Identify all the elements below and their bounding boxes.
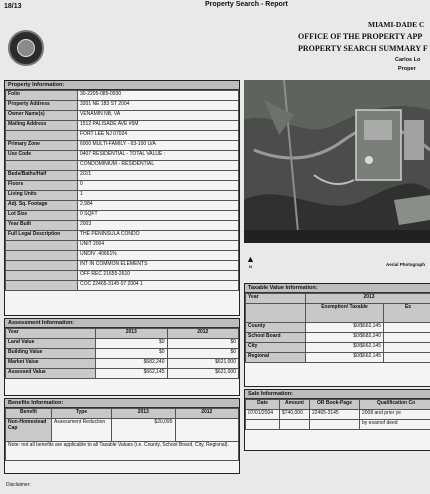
appraiser-title: Proper — [398, 66, 416, 72]
taxable-value: $0/$662,145 — [306, 323, 384, 333]
sale-date: 07/01/2004 — [246, 410, 280, 420]
type-header: Type — [52, 409, 112, 419]
section-title: Assessment Information: — [5, 319, 239, 328]
field-label: Lot Size — [6, 211, 78, 221]
value-2012: $621,000 — [167, 369, 239, 379]
report-heading: PROPERTY SEARCH SUMMARY F — [298, 44, 428, 53]
year-header: Year — [6, 329, 96, 339]
section-title: Sale Information: — [245, 390, 430, 399]
assessment-label: Building Value — [6, 349, 96, 359]
property-row — [6, 211, 239, 221]
sale-row — [246, 410, 430, 420]
section-title: Benefits Information: — [5, 399, 239, 408]
property-row — [6, 161, 239, 171]
taxable-row — [246, 353, 430, 363]
assessment-label: Assessed Value — [6, 369, 96, 379]
benefits-table — [5, 408, 239, 461]
field-label: Beds/Baths/Half — [6, 171, 78, 181]
field-label: Primary Zone — [6, 141, 78, 151]
field-label: Folio — [6, 91, 78, 101]
property-row — [6, 231, 239, 241]
print-date: 18/13 — [4, 3, 22, 10]
date-header: Date — [246, 400, 280, 410]
benefit-name: Non-Homestead Cap — [6, 419, 52, 442]
property-row — [6, 281, 239, 291]
value-2013: $0 — [96, 349, 168, 359]
book-header: OR Book-Page — [310, 400, 360, 410]
taxable-label: Regional — [246, 353, 306, 363]
assessment-table — [5, 328, 239, 379]
value-2013: $682,240 — [96, 359, 168, 369]
property-row — [6, 121, 239, 131]
assessment-label: Land Value — [6, 339, 96, 349]
ex-value — [384, 333, 430, 343]
sale-amount — [280, 420, 310, 430]
field-label — [6, 241, 78, 251]
field-value: VENAMIN NB, VA — [78, 111, 239, 121]
property-info-panel — [4, 80, 240, 316]
dept-name: MIAMI-DADE C — [368, 20, 425, 29]
assessment-row — [6, 359, 239, 369]
sale-date — [246, 420, 280, 430]
field-label — [6, 261, 78, 271]
benefit-2013: $20,095 — [112, 419, 176, 442]
field-value: 3201 NE 183 ST 2004 — [78, 101, 239, 111]
qualification-header: Qualification Co — [360, 400, 430, 410]
assessment-row — [6, 339, 239, 349]
ex-value — [384, 343, 430, 353]
field-label — [6, 271, 78, 281]
year-2013-header: 2013 — [96, 329, 168, 339]
taxable-value: $0/$662,145 — [306, 353, 384, 363]
field-label: Owner Name(s) — [6, 111, 78, 121]
field-label: Use Code — [6, 151, 78, 161]
value-2012: $621,000 — [167, 359, 239, 369]
office-name: OFFICE OF THE PROPERTY APP — [298, 32, 423, 41]
assessment-panel — [4, 318, 240, 396]
aerial-caption: Aerial Photograph — [386, 262, 426, 267]
field-value: UNIT 2004 — [78, 241, 239, 251]
benefit-type: Assessment Reduction — [52, 419, 112, 442]
benefit-2012 — [175, 419, 239, 442]
property-info-table — [5, 90, 239, 291]
taxable-label: City — [246, 343, 306, 353]
sale-amount: $740,000 — [280, 410, 310, 420]
sale-table — [245, 399, 430, 430]
field-value: 0 — [78, 181, 239, 191]
property-row — [6, 201, 239, 211]
taxable-row — [246, 333, 430, 343]
sale-book — [310, 420, 360, 430]
field-value: 0 SQFT — [78, 211, 239, 221]
field-label: Year Built — [6, 221, 78, 231]
taxable-value: $0/$662,145 — [306, 343, 384, 353]
field-value: UNDIV .40661% — [78, 251, 239, 261]
field-value: 2/2/1 — [78, 171, 239, 181]
field-label: Full Legal Description — [6, 231, 78, 241]
assessment-row — [6, 369, 239, 379]
property-row — [6, 251, 239, 261]
section-title: Property Information: — [5, 81, 239, 90]
value-2012: $0 — [167, 349, 239, 359]
field-label: Living Units — [6, 191, 78, 201]
property-row — [6, 181, 239, 191]
field-value: THE PENINSULA CONDO — [78, 231, 239, 241]
ex-value — [384, 353, 430, 363]
year-2012-header: 2012 — [167, 329, 239, 339]
field-value: 0407 RESIDENTIAL - TOTAL VALUE : — [78, 151, 239, 161]
disclaimer: Disclaimer: — [6, 482, 31, 488]
taxable-value: $0/$682,240 — [306, 333, 384, 343]
field-label: Mailing Address — [6, 121, 78, 131]
property-row — [6, 191, 239, 201]
taxable-row — [246, 343, 430, 353]
appraiser-name: Carlos Lo — [395, 57, 421, 63]
value-2013: $662,145 — [96, 369, 168, 379]
property-row — [6, 221, 239, 231]
field-label — [6, 281, 78, 291]
sale-row — [246, 420, 430, 430]
taxable-label: School Board — [246, 333, 306, 343]
field-value: 30-2205-085-0930 — [78, 91, 239, 101]
field-value: 1 — [78, 191, 239, 201]
sale-book: 22465-3145 — [310, 410, 360, 420]
field-label: Property Address — [6, 101, 78, 111]
north-arrow-icon: ▲ N — [246, 254, 255, 269]
field-value: OFF REC 21655-2610 — [78, 271, 239, 281]
field-label — [6, 161, 78, 171]
exemption-taxable-header: Exemption/ Taxable — [306, 304, 384, 323]
benefits-panel — [4, 398, 240, 474]
field-value: INT IN COMMON ELEMENTS — [78, 261, 239, 271]
taxable-table — [245, 293, 430, 363]
property-row — [6, 261, 239, 271]
property-row — [6, 131, 239, 141]
benefit-header: Benefit — [6, 409, 52, 419]
ex-header: Ex — [384, 304, 430, 323]
field-label: Adj. Sq. Footage — [6, 201, 78, 211]
amount-header: Amount — [280, 400, 310, 410]
field-label: Floors — [6, 181, 78, 191]
year-2012-header: 2012 — [175, 409, 239, 419]
assessment-label: Market Value — [6, 359, 96, 369]
property-row — [6, 91, 239, 101]
value-2013: $0 — [96, 339, 168, 349]
field-label — [6, 251, 78, 261]
assessment-row — [6, 349, 239, 359]
property-row — [6, 271, 239, 281]
year-2013-header: 2013 — [112, 409, 176, 419]
aerial-photo — [244, 80, 430, 243]
property-row — [6, 241, 239, 251]
taxable-label: County — [246, 323, 306, 333]
section-title: Taxable Value Information: — [245, 284, 430, 293]
north-label: N — [249, 264, 252, 269]
property-row — [6, 111, 239, 121]
taxable-year: 2013 — [306, 294, 430, 304]
sale-panel — [244, 389, 430, 451]
taxable-row — [246, 323, 430, 333]
sale-qual: by examof deed — [360, 420, 430, 430]
ex-value — [384, 323, 430, 333]
field-value: 1512 PALISADE AVE #5M — [78, 121, 239, 131]
year-header: Year — [246, 294, 306, 304]
field-value: 2,984 — [78, 201, 239, 211]
property-row — [6, 151, 239, 161]
value-2012: $0 — [167, 339, 239, 349]
field-value: 6000 MULTI-FAMILY - 63-100 U/A — [78, 141, 239, 151]
county-seal-logo — [8, 30, 44, 66]
field-value: CONDOMINIUM - RESIDENTIAL — [78, 161, 239, 171]
property-row — [6, 101, 239, 111]
page-title: Property Search - Report — [205, 1, 288, 8]
property-row — [6, 171, 239, 181]
benefits-note: Note: not all benefits are applicable to all Taxable Values (i.e. County, School Board, City, Regional). — [6, 442, 239, 461]
field-label — [6, 131, 78, 141]
field-value: COC 22465-3145 07 2004 1 — [78, 281, 239, 291]
field-value: 2003 — [78, 221, 239, 231]
sale-qual: 2008 and prior ye — [360, 410, 430, 420]
field-value: FORT LEE NJ 07024 — [78, 131, 239, 141]
property-row — [6, 141, 239, 151]
taxable-panel — [244, 283, 430, 387]
